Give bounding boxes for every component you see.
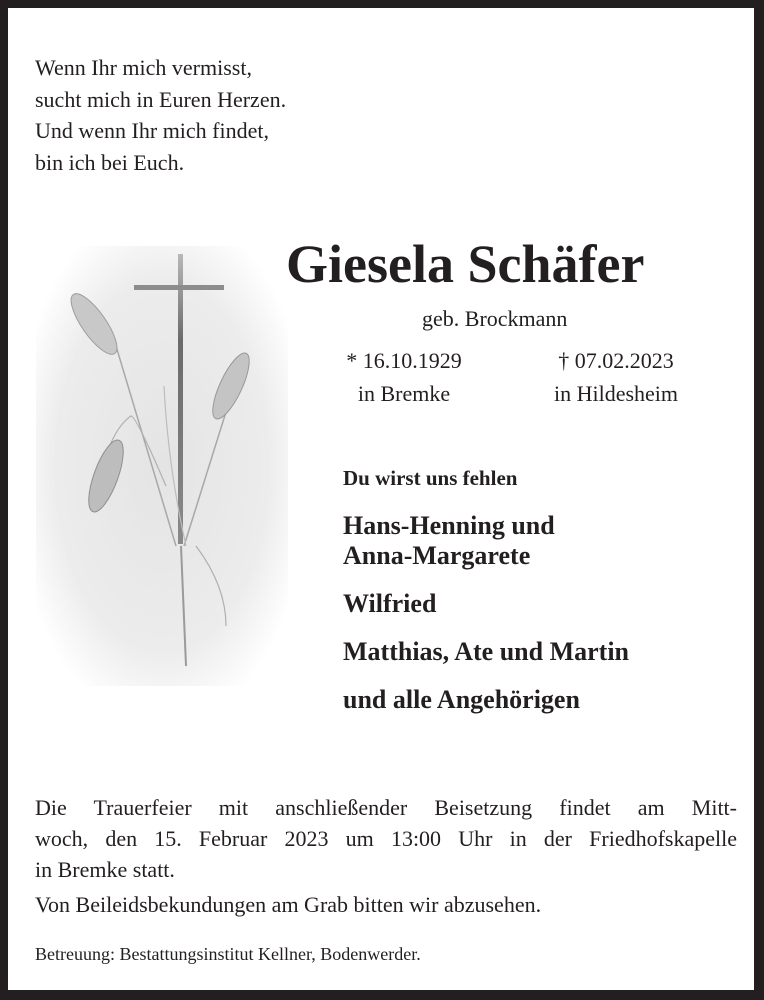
mourner-line: Hans-Henning und — [343, 511, 555, 540]
poem-line: Und wenn Ihr mich findet, — [35, 118, 269, 143]
mourner-line: Anna-Margarete — [343, 541, 531, 570]
mourner-group — [343, 685, 629, 715]
cross-wheat-illustration — [36, 246, 288, 686]
mourner-group — [343, 589, 629, 619]
poem-line: Wenn Ihr mich vermisst, — [35, 55, 252, 80]
funeral-line: woch, den 15. Februar 2023 um 13:00 Uhr in der Friedhofskapelle — [35, 826, 737, 851]
obituary-notice — [8, 8, 754, 990]
poem-line: bin ich bei Euch. — [35, 149, 185, 175]
deceased-name: Giesela Schäfer — [286, 234, 645, 294]
mourners-intro: Du wirst uns fehlen — [343, 466, 518, 490]
mourner-line: Wilfried — [343, 589, 437, 618]
funeral-line: in Bremke statt. — [35, 857, 175, 882]
birth-date: * 16.10.1929 — [346, 348, 462, 373]
death-info — [536, 344, 696, 410]
poem-line: sucht mich in Euren Herzen. — [35, 86, 287, 112]
funeral-details — [35, 792, 737, 885]
mourner-line: Matthias, Ate und Martin — [343, 637, 629, 666]
maiden-name: geb. Brockmann — [422, 306, 568, 331]
mourner-line: und alle Angehörigen — [343, 685, 580, 714]
death-date: † 07.02.2023 — [558, 348, 674, 373]
death-place: in Hildesheim — [553, 381, 679, 406]
funeral-home-credit: Betreuung: Bestattungsinstitut Kellner, Bodenwerder. — [35, 944, 421, 964]
mourner-group — [343, 637, 629, 667]
funeral-line: Die Trauerfeier mit anschließender Beisetzung findet am Mitt- — [35, 795, 737, 820]
poem — [35, 52, 286, 178]
birth-info — [334, 344, 474, 410]
mourners — [343, 466, 629, 733]
mourner-group — [343, 511, 629, 571]
birth-place: in Bremke — [357, 381, 451, 406]
condolence-note: Von Beileidsbekundungen am Grab bitten wir abzusehen. — [35, 892, 542, 917]
